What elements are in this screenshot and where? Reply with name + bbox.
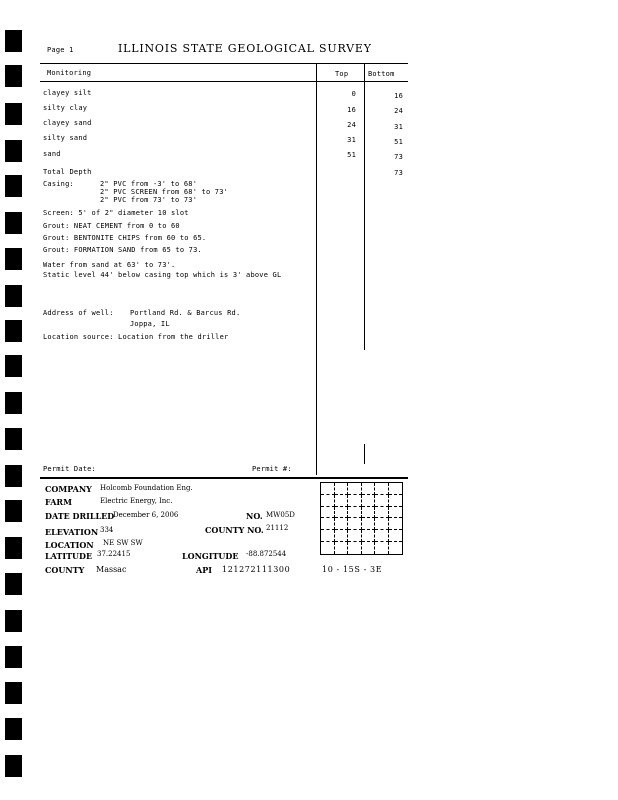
strata-desc: silty sand xyxy=(43,134,88,142)
binder-hole xyxy=(5,573,22,595)
bottom-column-divider xyxy=(364,63,365,350)
elevation-value: 334 xyxy=(100,526,114,534)
county-no-label: COUNTY NO. xyxy=(205,525,264,535)
binder-hole xyxy=(5,428,22,450)
permit-number-label: Permit #: xyxy=(252,465,292,473)
strata-desc: clayey sand xyxy=(43,119,92,127)
date-drilled-label: DATE DRILLED xyxy=(45,511,115,521)
page-title: ILLINOIS STATE GEOLOGICAL SURVEY xyxy=(118,42,372,55)
county-no-value: 21112 xyxy=(266,524,289,532)
township-range: 10 - 15S - 3E xyxy=(322,565,383,574)
location-label: LOCATION xyxy=(45,540,94,550)
page-label: Page 1 xyxy=(47,46,74,54)
grout-note: Grout: NEAT CEMENT from 0 to 60 xyxy=(43,222,180,230)
binder-hole xyxy=(5,392,22,414)
strata-top: 24 xyxy=(347,121,356,129)
binder-hole xyxy=(5,320,22,342)
county-value: Massac xyxy=(96,565,127,574)
api-value: 121272111300 xyxy=(222,565,291,574)
strata-top: 51 xyxy=(347,151,356,159)
column-header-top: Top xyxy=(335,70,349,78)
well-no-value: MW05D xyxy=(266,511,295,519)
strata-bottom: 24 xyxy=(394,107,403,115)
binder-hole xyxy=(5,646,22,668)
binder-hole xyxy=(5,500,22,522)
column-header-monitoring: Monitoring xyxy=(47,69,92,77)
binder-hole xyxy=(5,248,22,270)
strata-top: 0 xyxy=(351,90,356,98)
binder-hole xyxy=(5,755,22,777)
binder-hole xyxy=(5,465,22,487)
grout-note: Grout: FORMATION SAND from 65 to 73. xyxy=(43,246,202,254)
total-depth-label: Total Depth xyxy=(43,168,92,176)
permit-date-label: Permit Date: xyxy=(43,465,96,473)
address-line: Joppa, IL xyxy=(130,320,170,328)
binder-hole xyxy=(5,65,22,87)
location-source: Location source: Location from the driller xyxy=(43,333,229,341)
farm-label: FARM xyxy=(45,497,72,507)
binder-hole xyxy=(5,103,22,125)
strata-bottom: 73 xyxy=(394,153,403,161)
binder-hole xyxy=(5,140,22,162)
binder-hole xyxy=(5,212,22,234)
strata-bottom: 16 xyxy=(394,92,403,100)
top-column-divider xyxy=(316,63,317,475)
latitude-value: 37.22415 xyxy=(97,550,131,558)
static-level-note: Static level 44' below casing top which is 3' above GL xyxy=(43,271,282,279)
strata-top: 16 xyxy=(347,106,356,114)
binder-hole xyxy=(5,718,22,740)
strata-desc: sand xyxy=(43,150,61,158)
api-label: API xyxy=(196,565,212,575)
well-no-label: NO. xyxy=(246,511,263,521)
footer-rule xyxy=(40,477,408,479)
table-header-rule xyxy=(40,81,408,82)
screen-note: Screen: 5' of 2" diameter 10 slot xyxy=(43,209,189,217)
strata-desc: silty clay xyxy=(43,104,88,112)
county-label: COUNTY xyxy=(45,565,85,575)
column-header-bottom: Bottom xyxy=(368,70,395,78)
casing-line: 2" PVC from -3' to 68' xyxy=(100,180,198,188)
bottom-column-divider-tail xyxy=(364,444,365,464)
strata-top: 31 xyxy=(347,136,356,144)
binder-hole xyxy=(5,30,22,52)
company-value: Holcomb Foundation Eng. xyxy=(100,484,193,492)
binder-hole xyxy=(5,610,22,632)
section-locator-grid xyxy=(320,482,403,555)
strata-desc: clayey silt xyxy=(43,89,92,97)
latitude-label: LATITUDE xyxy=(45,551,93,561)
table-top-rule xyxy=(40,63,408,64)
binder-hole xyxy=(5,682,22,704)
water-note: Water from sand at 63' to 73'. xyxy=(43,261,176,269)
binder-hole xyxy=(5,175,22,197)
elevation-label: ELEVATION xyxy=(45,527,99,537)
strata-bottom: 51 xyxy=(394,138,403,146)
strata-bottom: 31 xyxy=(394,123,403,131)
address-line: Portland Rd. & Barcus Rd. xyxy=(130,309,241,317)
farm-value: Electric Energy, Inc. xyxy=(100,497,173,505)
date-drilled-value: December 6, 2006 xyxy=(113,511,179,519)
casing-label: Casing: xyxy=(43,180,74,188)
company-label: COMPANY xyxy=(45,484,92,494)
binder-hole xyxy=(5,537,22,559)
binder-hole xyxy=(5,285,22,307)
binder-hole xyxy=(5,355,22,377)
longitude-value: -88.872544 xyxy=(246,550,287,558)
casing-line: 2" PVC SCREEN from 68' to 73' xyxy=(100,188,229,196)
location-value: NE SW SW xyxy=(103,539,143,547)
longitude-label: LONGITUDE xyxy=(182,551,239,561)
total-depth-value: 73 xyxy=(394,169,403,177)
grout-note: Grout: BENTONITE CHIPS from 60 to 65. xyxy=(43,234,207,242)
casing-line: 2" PVC from 73' to 73' xyxy=(100,196,198,204)
address-label: Address of well: xyxy=(43,309,114,317)
